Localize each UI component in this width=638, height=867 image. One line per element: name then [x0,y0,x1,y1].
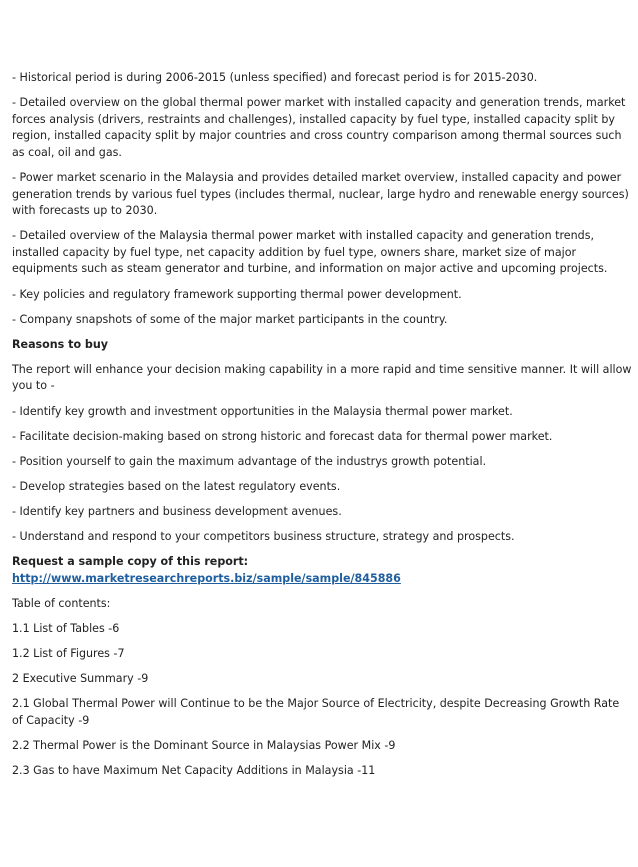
reason-item: - Identify key growth and investment opportunities in the Malaysia thermal power market. [12,404,513,418]
reason-item: - Facilitate decision-making based on strong historic and forecast data for thermal power market. [12,429,553,443]
bullet-historical-period: - Historical period is during 2006-2015 (unless specified) and forecast period is for 2015-2030. [12,71,538,84]
toc-item: 2.3 Gas to have Maximum Net Capacity Additions in Malaysia -11 [12,763,376,777]
reason-item: - Develop strategies based on the latest regulatory events. [12,479,341,493]
bullet-key-policies: - Key policies and regulatory framework supporting thermal power development. [12,287,462,301]
bullet-power-market-scenario: - Power market scenario in the Malaysia and provides detailed market overview, installed capacity and power generation trends by various fuel types (includes thermal, nuclear, large hydro and renewable energy sources) with forecasts up to 2030. [12,170,629,218]
toc-item: 2 Executive Summary -9 [12,672,149,686]
sample-label: Request a sample copy of this report: [12,555,249,569]
toc-item: 2.1 Global Thermal Power will Continue to be the Major Source of Electricity, despite Decreasing Growth Rate of Capacity -9 [12,697,620,727]
bullet-global-overview: - Detailed overview on the global thermal power market with installed capacity and generation trends, market forces analysis (drivers, restraints and challenges), installed capacity by fuel type, installed capacity split by region, installed capacity split by major countries and cross country comparison among thermal sources such as coal, oil and gas. [12,96,626,159]
reason-item: - Position yourself to gain the maximum advantage of the industrys growth potential. [12,454,487,468]
reason-item: - Identify key partners and business development avenues. [12,504,342,518]
reason-item: - Understand and respond to your competitors business structure, strategy and prospects. [12,529,515,543]
reasons-heading: Reasons to buy [12,337,108,351]
reasons-intro: The report will enhance your decision making capability in a more rapid and time sensitive manner. It will allow you to - [12,362,632,393]
toc-item: 1.1 List of Tables -6 [12,621,120,635]
document-body [12,70,632,788]
bullet-malaysia-overview: - Detailed overview of the Malaysia thermal power market with installed capacity and generation trends, installed capacity by fuel type, net capacity addition by fuel type, owners share, market size of major equipments such as steam generator and turbine, and information on major active and upcoming projects. [12,229,608,276]
toc-heading: Table of contents: [12,596,111,610]
toc-item: 2.2 Thermal Power is the Dominant Source in Malaysias Power Mix -9 [12,738,396,752]
bullet-company-snapshots: - Company snapshots of some of the major market participants in the country. [12,312,448,326]
toc-item: 1.2 List of Figures -7 [12,646,125,660]
sample-link[interactable]: http://www.marketresearchreports.biz/sample/sample/845886 [12,571,401,585]
sample-request [12,554,632,587]
